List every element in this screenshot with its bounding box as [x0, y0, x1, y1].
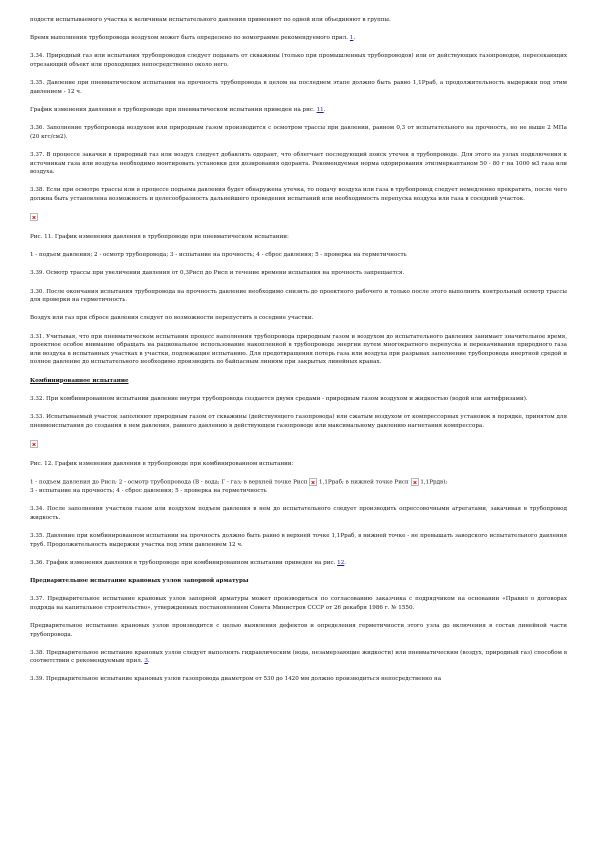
- figure-caption: [30, 233, 567, 242]
- paragraph: [30, 532, 567, 549]
- paragraph: [30, 622, 567, 639]
- paragraph-text: График изменения давления в трубопроводе при пневматическом испытании приведен на рис.: [30, 106, 317, 113]
- figure-11-image: [30, 213, 567, 223]
- paragraph: [30, 314, 567, 323]
- paragraph-text: 3.33. Испытываемый участок заполняют природным газом от скважины (действующего газопровода) или сжатым воздухом от компрессорных установок в порядке, принятом для пневмоиспытания до создания в нем давления, равного давлению в действующем газопроводе или максимальному давлению нагнетания компрессора.: [30, 413, 567, 429]
- paragraph: [30, 395, 567, 404]
- legend-text: 1,1Рраб; в нижней точке Рисп: [319, 479, 409, 486]
- caption-text: Рис. 12. График изменения давления в трубопроводе при комбинированном испытании:: [30, 460, 294, 467]
- punct: .: [353, 35, 356, 42]
- paragraph: [30, 413, 567, 430]
- paragraph-text: 3.37. В процессе закачки в природный газ или воздух следует добавлять одорант, что облегчает последующий поиск утечек в трубопроводе. Для этого на узлах подключения к источникам газа или воздуха необходимо монтировать установки для дозирования одоранта. Рекомендуемая норма одорирования этилмеркаптаном 50 - 80 г на 1000 м3 газа или воздуха.: [30, 151, 567, 176]
- paragraph: [30, 675, 567, 684]
- broken-image-icon: [411, 478, 419, 486]
- legend-text: 1,1Ррдв);: [420, 479, 448, 486]
- paragraph-text: 3.38. Если при осмотре трассы или в процессе подъема давления будет обнаружена утечка, то подачу воздуха или газа в трубопровод следует немедленно прекратить, после чего должна быть установлена возможность и целесообразность дальнейшего проведения испытаний или необходимость перепуска воздуха или газа в соседний участок.: [30, 187, 567, 202]
- paragraph: [30, 52, 567, 69]
- paragraph: [30, 333, 567, 367]
- paragraph-text: Предварительное испытание крановых узлов производится с целью выявления дефектов и определения герметичности этого узла до включения в состав линейной части трубопровода.: [30, 622, 567, 638]
- paragraph-text: 3.36. Заполнение трубопровода воздухом или природным газом производится с осмотром трассы при давлении, равном 0,3 от испытательного на прочность, но не выше 2 МПа (20 кгс/см2).: [30, 125, 567, 140]
- paragraph: [30, 124, 567, 141]
- paragraph: [30, 16, 567, 25]
- section-heading: [30, 377, 567, 386]
- paragraph-text: 3.39. Предварительное испытание крановых узлов газопровода диаметром от 530 до 1420 мм должно производиться непосредственно на: [30, 676, 442, 683]
- paragraph: [30, 595, 567, 612]
- paragraph: [30, 288, 567, 305]
- paragraph-text: 3.36. График изменения давления в трубопроводе при комбинированном испытании приведен на рис.: [30, 559, 338, 566]
- paragraph: [30, 505, 567, 522]
- broken-image-icon: [30, 213, 38, 221]
- legend-text: 1 - подъем давления; 2 - осмотр трубопровода; 3 - испытание на прочность; 4 - сброс давления; 5 - проверка на герметичность: [30, 252, 407, 259]
- heading-text: Предварительное испытание крановых узлов запорной арматуры: [30, 577, 249, 584]
- figure-legend: [30, 478, 567, 496]
- section-heading: [30, 577, 567, 586]
- paragraph: [30, 34, 567, 43]
- paragraph-text: 3.39. Осмотр трассы при увеличении давления от 0,3Рисп до Рисп и течение времени испытания на прочность запрещается.: [30, 270, 405, 277]
- punct: .: [147, 658, 150, 665]
- figure-link[interactable]: 11: [316, 106, 324, 113]
- broken-image-icon: [309, 478, 317, 486]
- paragraph: [30, 649, 567, 666]
- paragraph-text: 3.30. После окончания испытания трубопровода на прочность давление необходимо снизить до проектного рабочего и только после этого выполнить контрольный осмотр трассы для проверки на герметичность.: [30, 288, 567, 304]
- paragraph: [30, 269, 567, 278]
- legend-text: 3 - испытание на прочность; 4 - сброс давления; 5 - проверка на герметичность: [30, 488, 267, 494]
- paragraph-text: Воздух или газ при сбросе давления следует по возможности перепустить в соседние участки.: [30, 315, 314, 322]
- paragraph-text: Время выполнения трубопровода воздухом может быть определено по номограмме рекомендуемого прил.: [30, 35, 350, 42]
- paragraph-text: 3.32. При комбинированном испытании давление внутри трубопровода создается двумя средами - природным газом воздухом и жидкостью (водой или антифризами).: [30, 395, 528, 402]
- paragraph: [30, 79, 567, 96]
- legend-text: 1 - подъем давления до Рисп; 2 - осмотр трубопровода (В - вода; Г - газ; в верхней точке Рисп: [30, 479, 308, 486]
- paragraph-text: 3.31. Учитывая, что при пневматическом испытании процесс наполнения трубопровода природным газом и воздухом до испытательного давления занимает значительное время, проектное особое внимание обращать на рациональное использование накопленной в трубопроводе энергии путем многократного перепуска и перекачивания природного газа или воздуха в испытанных участках в участки, подлежащие испытанию. Для предотвращения потерь газа или воздуха при разрывах заполнение трубопровода инертной средой и полное давление до испытательного необходимо производить по байпасным линиям при закрытых линейных кранах.: [30, 333, 567, 366]
- paragraph-text: 3.34. После заполнения участков газом или воздухом подъем давления в нем до испытательного следует производить опрессовочными агрегатами, закачивая в трубопровод жидкость.: [30, 506, 567, 521]
- appendix-link[interactable]: 1: [349, 35, 354, 42]
- paragraph-text: 3.35. Давление при пневматическом испытании на прочность трубопровода в целом на последнем этапе должно быть равно 1,1Рраб, а продолжительность выдержки под этим давлением - 12 ч.: [30, 80, 567, 95]
- paragraph: [30, 559, 567, 568]
- appendix-link[interactable]: 3: [144, 658, 148, 665]
- paragraph: [30, 186, 567, 203]
- heading-text: Комбинированное испытание: [30, 377, 129, 384]
- broken-image-icon: [30, 440, 38, 448]
- punct: .: [323, 106, 326, 113]
- figure-caption: [30, 460, 567, 469]
- figure-link[interactable]: 12: [337, 559, 345, 566]
- caption-text: Рис. 11. График изменения давления в трубопроводе при пневматическом испытании:: [30, 234, 289, 241]
- paragraph-text: подости испытываемого участка к величинам испытательного давления применяют по одной или объединяют в группы.: [30, 17, 391, 23]
- paragraph: [30, 151, 567, 177]
- paragraph-text: 3.35. Давление при комбинированном испытании на прочность должно быть равно в верхней точке 1,1Рраб, в нижней точке - не превышать заводского испытательного давления труб. Продолжительность выдержки участка под этим давлением 12 ч.: [30, 532, 567, 548]
- figure-12-image: [30, 440, 567, 450]
- paragraph-text: 3.38. Предварительное испытание крановых узлов следует выполнять гидравлическим (вода, незамерзающие жидкости) или пневматическим (воздух, природный газ) способом в соответствии с рекомендуемым прил.: [30, 649, 567, 665]
- figure-legend: [30, 251, 567, 260]
- paragraph-text: 3.34. Природный газ или испытания трубопроводов следует подавать от скважины (только при промышленных трубопроводов) или от действующих газопроводов, пересекающих отрезающий объект или проходящих непосредственно около него.: [30, 53, 567, 68]
- punct: .: [344, 559, 347, 566]
- paragraph: [30, 106, 567, 115]
- paragraph-text: 3.37. Предварительное испытание крановых узлов запорной арматуры может производиться по согласованию заказчика с подрядчиком на основании «Правил о договорах подряда на капитальное строительство», утвержденных постановлением Совета Министров СССР от 26 декабря 1986 г. № 1550.: [30, 596, 567, 611]
